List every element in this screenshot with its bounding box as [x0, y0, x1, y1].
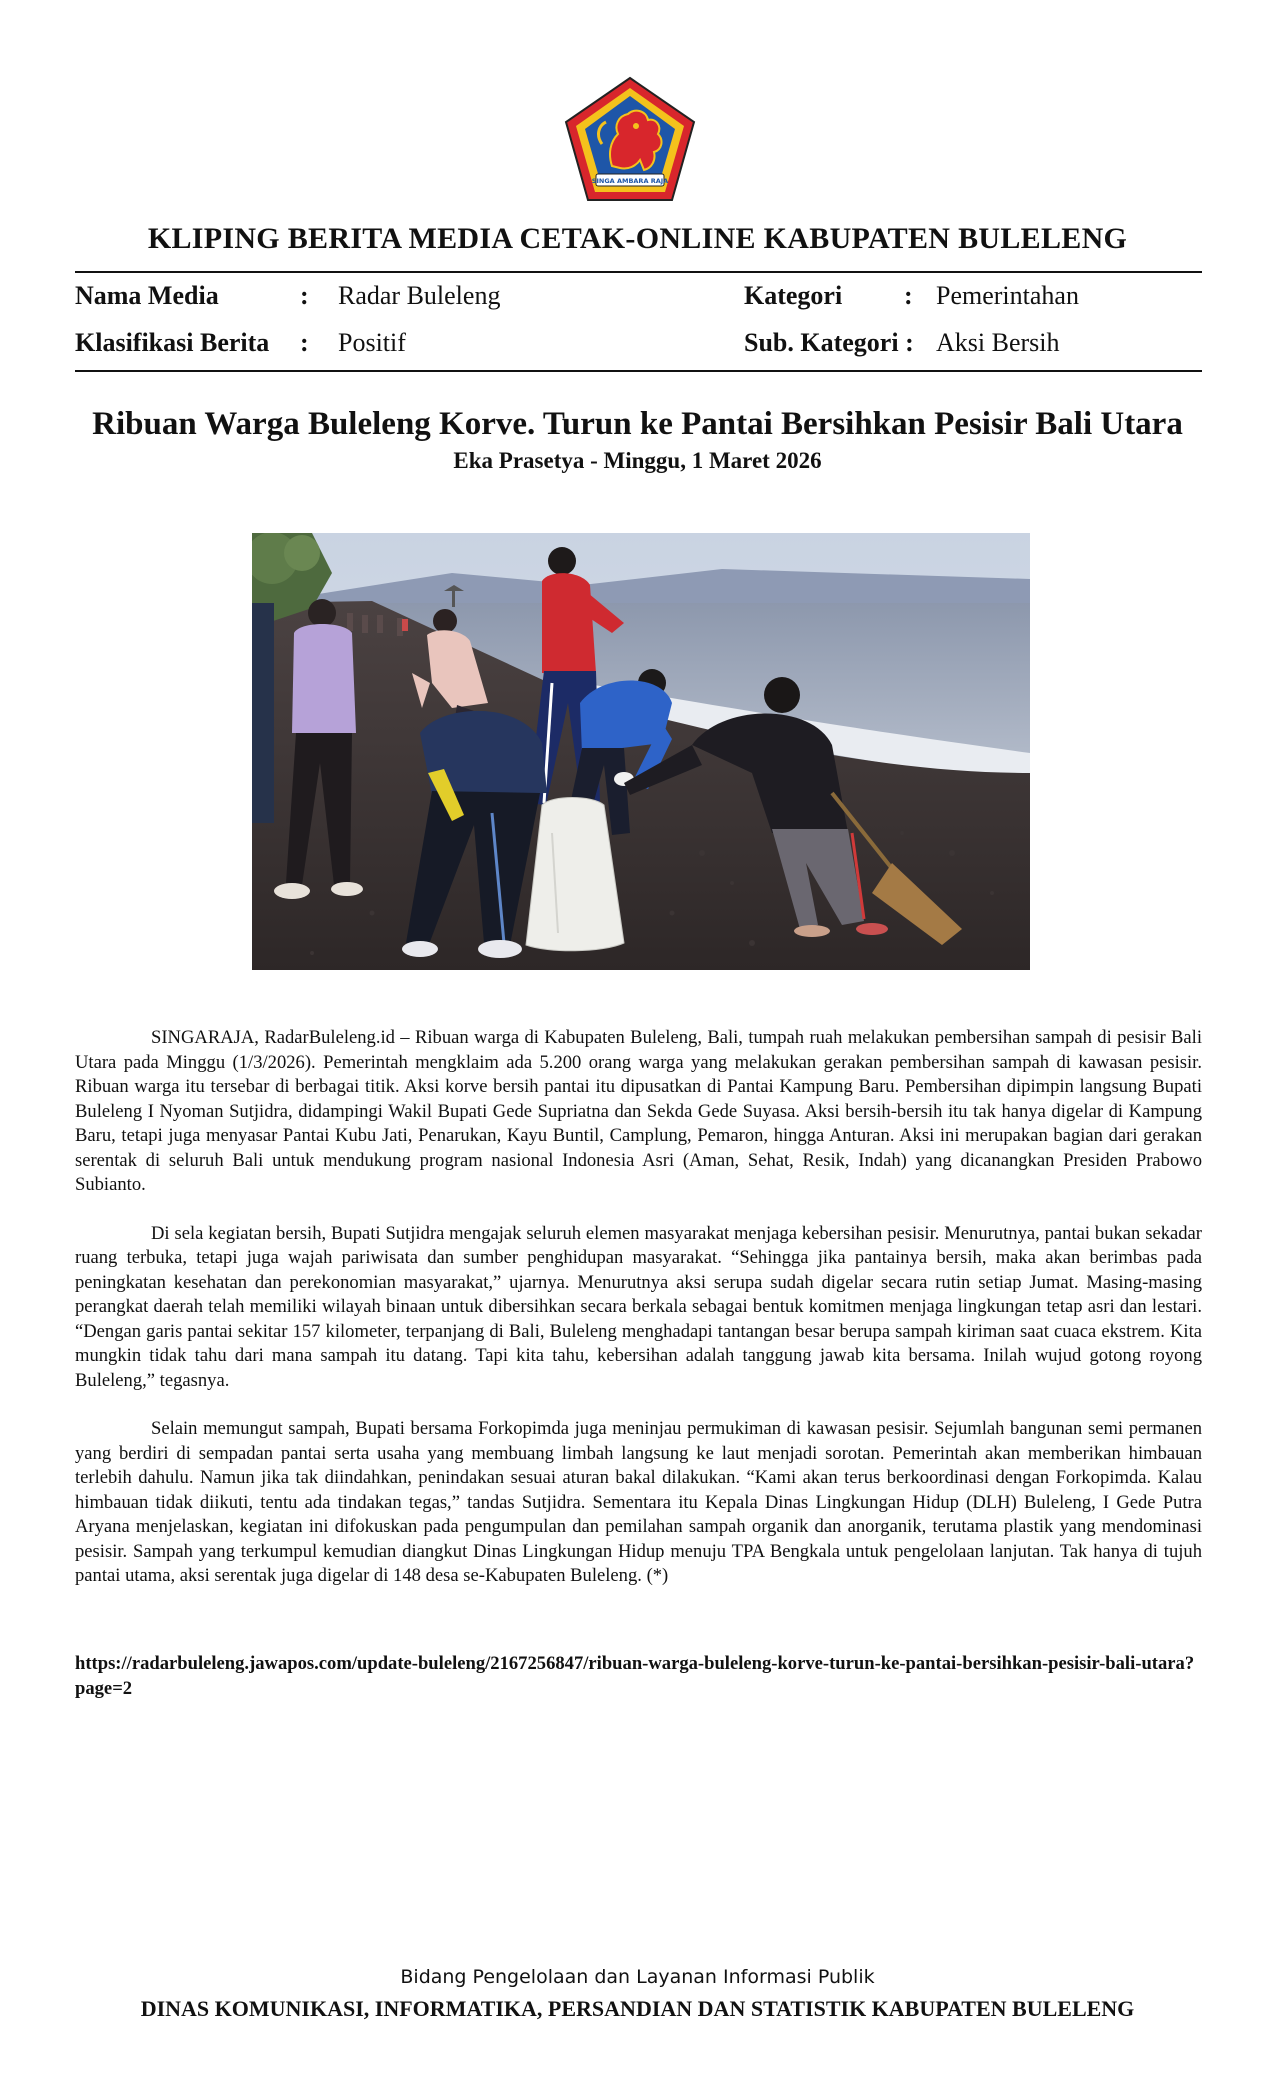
- article-paragraph: Selain memungut sampah, Bupati bersama Forkopimda juga meninjau permukiman di kawasan pesisir. Sejumlah bangunan semi permanen yang berdiri di sempadan pantai serta usaha yang membuang limbah langsung ke laut menjadi sorotan. Pemerintah akan memberikan himbauan terlebih dahulu. Namun jika tak diindahkan, penindakan sesuai aturan bakal dilakukan. “Kami akan terus berkoordinasi dengan Forkopimda. Kalau himbauan tidak diikuti, tentu ada tindakan tegas,” tandas Sutjidra. Sementara itu Kepala Dinas Lingkungan Hidup (DLH) Buleleng, I Gede Putra Aryana menjelaskan, kegiatan ini difokuskan pada pengumpulan dan pemilahan sampah organik dan anorganik, terutama plastik yang mendominasi pesisir. Sampah yang terkumpul kemudian diangkut Dinas Lingkungan Hidup menuju TPA Bengkala untuk pengelolaan lanjutan. Tak hanya di tujuh pantai utama, aksi serentak juga digelar di 148 desa se-Kabupaten Buleleng. (*): [75, 1418, 1202, 1586]
- media-value: Radar Buleleng: [338, 281, 501, 310]
- footer-division: Bidang Pengelolaan dan Layanan Informasi Publik: [400, 1966, 875, 1988]
- article-paragraph: SINGARAJA, RadarBuleleng.id – Ribuan warga di Kabupaten Buleleng, Bali, tumpah ruah melakukan pembersihan sampah di pesisir Bali Utara pada Minggu (1/3/2026). Pemerintah mengklaim ada 5.200 orang warga yang melakukan gerakan pembersihan sampah di kawasan pesisir. Ribuan warga itu tersebar di berbagai titik. Aksi korve bersih pantai itu dipusatkan di Pantai Kampung Baru. Pembersihan dipimpin langsung Bupati Buleleng I Nyoman Sutjidra, didampingi Wakil Bupati Gede Supriatna dan Sekda Gede Suyasa. Aksi bersih-bersih itu tak hanya digelar di Kampung Baru, tetapi juga menyasar Pantai Kubu Jati, Penarukan, Kayu Buntil, Camplung, Pemaron, hingga Anturan. Aksi ini merupakan bagian dari gerakan serentak di seluruh Bali untuk mendukung program nasional Indonesia Asri (Aman, Sehat, Resik, Indah) yang dicanangkan Presiden Prabowo Subianto.: [75, 1027, 1202, 1195]
- page-title: KLIPING BERITA MEDIA CETAK-ONLINE KABUPATEN BULELENG: [147, 222, 1128, 255]
- klasifikasi-label: Klasifikasi Berita: [75, 328, 270, 357]
- footer-agency: DINAS KOMUNIKASI, INFORMATIKA, PERSANDIAN DAN STATISTIK KABUPATEN BULELENG: [140, 1996, 1135, 2021]
- media-colon: :: [300, 281, 309, 310]
- beach-cleanup-illustration: [252, 533, 1030, 970]
- subkategori-value: Aksi Bersih: [936, 328, 1060, 357]
- subkategori-label: Sub. Kategori :: [744, 328, 914, 357]
- divider-bottom: [75, 370, 1202, 372]
- source-url-link[interactable]: https://radarbuleleng.jawapos.com/update-buleleng/2167256847/ribuan-warga-buleleng-korve-turun-ke-pantai-bersihkan-pesisir-bali-utara?page=2: [75, 1653, 1195, 1699]
- kategori-label: Kategori: [744, 281, 843, 310]
- article-photo: [252, 533, 1030, 970]
- article-body: [75, 1026, 1202, 1613]
- article-byline: Eka Prasetya - Minggu, 1 Maret 2026: [453, 448, 822, 473]
- kategori-value: Pemerintahan: [936, 281, 1079, 310]
- kategori-colon: :: [904, 281, 913, 310]
- article-paragraph: Di sela kegiatan bersih, Bupati Sutjidra mengajak seluruh elemen masyarakat menjaga kebersihan pesisir. Menurutnya, pantai bukan sekadar ruang terbuka, tetapi juga wajah pariwisata dan sumber penghidupan masyarakat. “Sehingga jika pantainya bersih, maka akan berimbas pada peningkatan kesehatan dan perekonomian masyarakat,” ujarnya. Menurutnya aksi serupa sudah digelar secara rutin setiap Jumat. Masing-masing perangkat daerah telah memiliki wilayah binaan untuk dibersihkan secara berkala sebagai bentuk komitmen menjaga lingkungan tetap asri dan lestari. “Dengan garis pantai sekitar 157 kilometer, terpanjang di Bali, Buleleng menghadapi tantangan besar berupa sampah kiriman saat cuaca ekstrem. Kita mungkin tidak tahu dari mana sampah itu datang. Tapi kita tahu, kebersihan adalah tanggung jawab kita bersama. Inilah wujud gotong royong Buleleng,” tegasnya.: [75, 1222, 1202, 1391]
- buleleng-crest-logo: [562, 74, 698, 204]
- divider-top: [75, 271, 1202, 273]
- media-label: Nama Media: [75, 281, 219, 310]
- article-title: Ribuan Warga Buleleng Korve. Turun ke Pantai Bersihkan Pesisir Bali Utara: [92, 406, 1183, 442]
- klasifikasi-value: Positif: [338, 328, 406, 357]
- klasifikasi-colon: :: [300, 328, 309, 357]
- crest-shape: [562, 74, 698, 204]
- crest-motto: SINGA AMBARA RAJA: [591, 177, 669, 185]
